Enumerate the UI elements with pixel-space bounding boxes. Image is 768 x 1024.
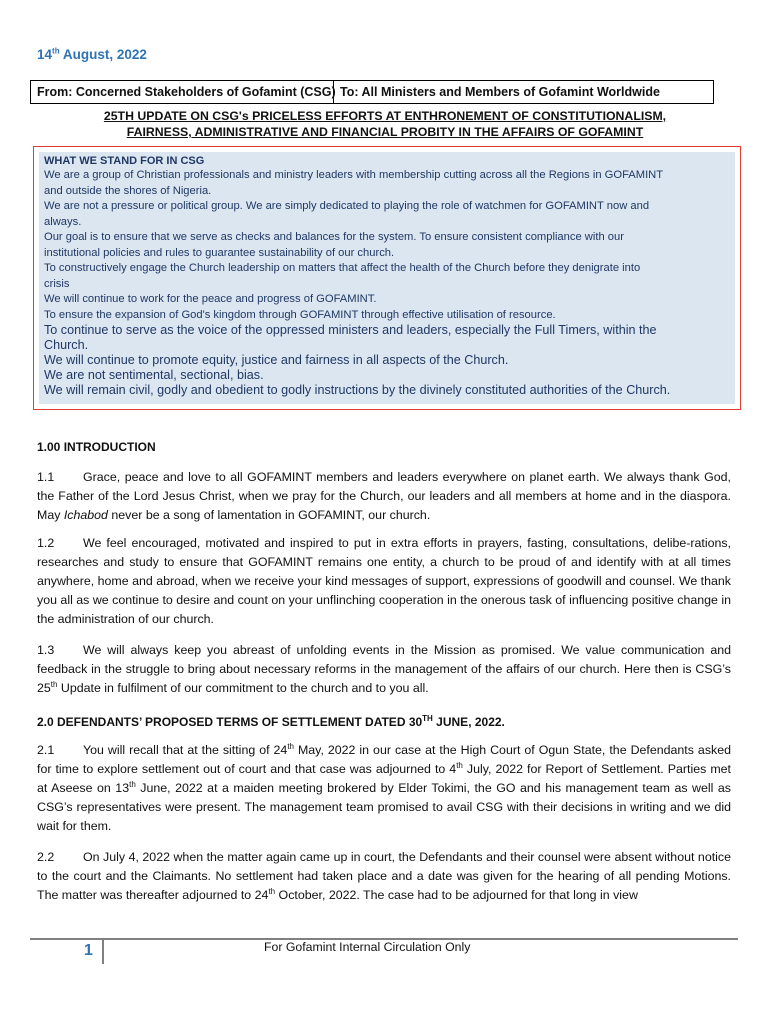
stand-line: and outside the shores of Nigeria. <box>44 184 212 197</box>
paragraph-2-1: 2.1 You will recall that at the sitting of 24th May, 2022 in our case at the High Court of Ogun State, the Defendants asked for time to explore settlement out of court and that case was adjourned to 4th July, 2022 for Report of Settlement. Parties met at Aseese on 13th June, 2022 at a maiden meeting brokered by Elder Tokimi, the GO and his management team as well as CSG’s representatives were present. The management team promised to avail CSG with their decisions in writing and we did wait for them. <box>37 741 731 833</box>
paragraph-number: 1.2 <box>37 536 55 550</box>
document-title <box>30 108 740 140</box>
paragraph-number: 2.2 <box>37 850 55 864</box>
stand-line: We will continue to promote equity, justice and fairness in all aspects of the Church. <box>44 353 509 367</box>
stand-line: We will continue to work for the peace and progress of GOFAMINT. <box>44 293 377 305</box>
stand-line: We will remain civil, godly and obedient to godly instructions by the divinely constituted authorities of the Church. <box>44 383 671 397</box>
section-1-heading: 1.00 INTRODUCTION <box>37 440 156 454</box>
footer-text: For Gofamint Internal Circulation Only <box>264 940 471 954</box>
document-date: 14th August, 2022 <box>37 46 147 62</box>
footer-page-separator <box>102 938 104 964</box>
from-cell: From: Concerned Stakeholders of Gofamint (CSG) <box>31 81 334 103</box>
stand-line: always. <box>44 215 82 228</box>
paragraph-1-3: 1.3 We will always keep you abreast of unfolding events in the Mission as promised. We value communication and feedback in the struggle to bring about necessary reforms in the management of the affairs of our church. Here then is CSG’s 25th Update in fulfilment of our commitment to the church and to you all. <box>37 643 731 695</box>
paragraph-number: 1.1 <box>37 470 55 484</box>
stand-box-inner <box>39 152 735 404</box>
title-line-2: FAIRNESS, ADMINISTRATIVE AND FINANCIAL PROBITY IN THE AFFAIRS OF GOFAMINT <box>126 125 644 139</box>
page-number: 1 <box>84 942 93 959</box>
stand-line: institutional policies and rules to guarantee sustainability of our church. <box>44 246 395 259</box>
stand-line: Our goal is to ensure that we serve as checks and balances for the system. To ensure consistent compliance with our <box>44 231 624 243</box>
to-cell: To: All Ministers and Members of Gofamint Worldwide <box>340 85 660 99</box>
paragraph-1-2: 1.2 We feel encouraged, motivated and inspired to put in extra efforts in prayers, fasting, consultations, delibe-rations, researches and study to ensure that GOFAMINT remains one entity, a church to be proud of and identify with at all times anywhere, home and abroad, when we receive your kind messages of support, expressions of goodwill and counsel. We thank you all as we continue to desire and count on your unflinching cooperation in the onerous task of influencing positive change in the administration of our church. <box>37 536 731 626</box>
stand-line: We are a group of Christian professionals and ministry leaders with membership cutting across all the Regions in GOFAMINT <box>44 169 664 181</box>
paragraph-number: 1.3 <box>37 643 55 657</box>
paragraph-number: 2.1 <box>37 743 55 757</box>
stand-line: We are not a pressure or political group. We are simply dedicated to playing the role of watchmen for GOFAMINT now and <box>44 200 650 212</box>
stand-line: To continue to serve as the voice of the oppressed ministers and leaders, especially the Full Timers, within the <box>44 323 657 337</box>
title-line-1: 25TH UPDATE ON CSG's PRICELESS EFFORTS AT ENTHRONEMENT OF CONSTITUTIONALISM, <box>103 109 667 123</box>
stand-line: Church. <box>44 338 89 352</box>
from-to-table <box>30 80 714 104</box>
stand-line: To constructively engage the Church leadership on matters that affect the health of the Church before they denigrate into <box>44 262 641 274</box>
stand-heading: WHAT WE STAND FOR IN CSG <box>44 155 205 167</box>
stand-line: crisis <box>44 277 70 290</box>
stand-line: We are not sentimental, sectional, bias. <box>44 368 264 382</box>
section-2-heading: 2.0 DEFENDANTS’ PROPOSED TERMS OF SETTLEMENT DATED 30TH JUNE, 2022. <box>37 714 505 729</box>
stand-line: To ensure the expansion of God's kingdom through GOFAMINT through effective utilisation of resource. <box>44 308 556 321</box>
paragraph-2-2: 2.2 On July 4, 2022 when the matter again came up in court, the Defendants and their counsel were absent without notice to the court and the Claimants. No settlement had taken place and a date was given for the hearing of all pending Motions. The matter was thereafter adjourned to 24th October, 2022. The case had to be adjourned for that long in view <box>37 850 731 902</box>
paragraph-1-1: 1.1 Grace, peace and love to all GOFAMINT members and leaders everywhere on planet earth. We always thank God, the Father of the Lord Jesus Christ, when we pray for the Church, our leaders and all members at home and in the diaspora. May Ichabod never be a song of lamentation in GOFAMINT, our church. <box>37 470 731 522</box>
what-we-stand-for-box <box>33 146 741 410</box>
